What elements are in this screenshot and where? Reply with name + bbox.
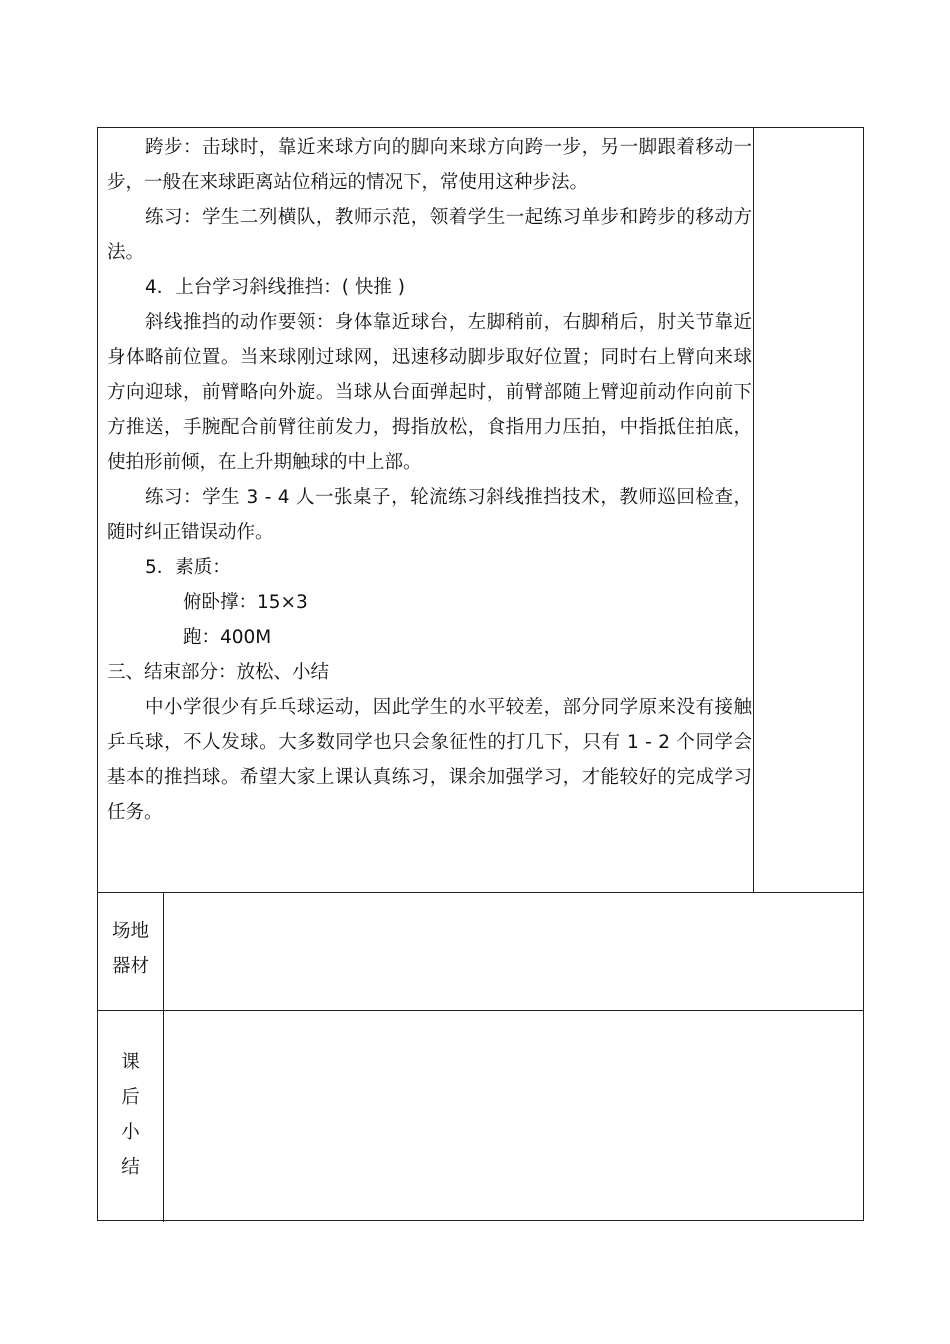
paragraph-heading-5: 5．素质： [145, 557, 231, 578]
after-class-summary-label [98, 1045, 163, 1185]
paragraph-practice-1: 练习：学生二列横队，教师示范，领着学生一起练习单步和跨步的移动方法。 [107, 207, 752, 263]
paragraph-push-technique: 斜线推挡的动作要领：身体靠近球台，左脚稍前，右脚稍后，肘关节靠近身体略前位置。当来球刚过球网，迅速移动脚步取好位置；同时右上臂向来球方向迎球，前臂略向外旋。当球从台面弹起时，前臂部随上臂迎前动作向前下方推送，手腕配合前臂往前发力，拇指放松，食指用力压拍，中指抵住拍底，使拍形前倾，在上升期触球的中上部。 [107, 312, 752, 473]
paragraph-reflection: 中小学很少有乒乓球运动，因此学生的水平较差，部分同学原来没有接触乒乓球，不人发球。大多数同学也只会象征性的打几下，只有 1 - 2 个同学会基本的推挡球。希望大家上课认真练习，课余加强学习，才能较好的完成学习任务。 [107, 697, 752, 823]
paragraph-section-3: 三、结束部分：放松、小结 [107, 662, 330, 683]
summary-label-char: 后 [121, 1087, 140, 1108]
paragraph-practice-2: 练习：学生 3 - 4 人一张桌子，轮流练习斜线推挡技术，教师巡回检查，随时纠正错误动作。 [107, 487, 752, 543]
label-column-divider [163, 892, 164, 1222]
summary-label-char: 课 [121, 1052, 140, 1073]
paragraph-stride-step: 跨步：击球时，靠近来球方向的脚向来球方向跨一步，另一脚跟着移动一步，一般在来球距离站位稍远的情况下，常使用这种步法。 [107, 137, 752, 193]
lesson-content [107, 130, 752, 830]
paragraph-heading-4: 4．上台学习斜线推挡：( 快推 ) [145, 277, 405, 298]
venue-label-line2: 器材 [111, 956, 149, 977]
venue-equipment-label [98, 914, 163, 984]
summary-label-char: 小 [121, 1122, 140, 1143]
summary-label-char: 结 [121, 1157, 140, 1178]
paragraph-pushups: 俯卧撑：15×3 [183, 592, 308, 613]
row-divider-1 [98, 892, 863, 893]
paragraph-run: 跑：400M [183, 627, 272, 648]
row-divider-2 [98, 1010, 863, 1011]
venue-label-line1: 场地 [111, 921, 149, 942]
lesson-plan-table [97, 127, 864, 1221]
column-divider-top [753, 128, 754, 893]
